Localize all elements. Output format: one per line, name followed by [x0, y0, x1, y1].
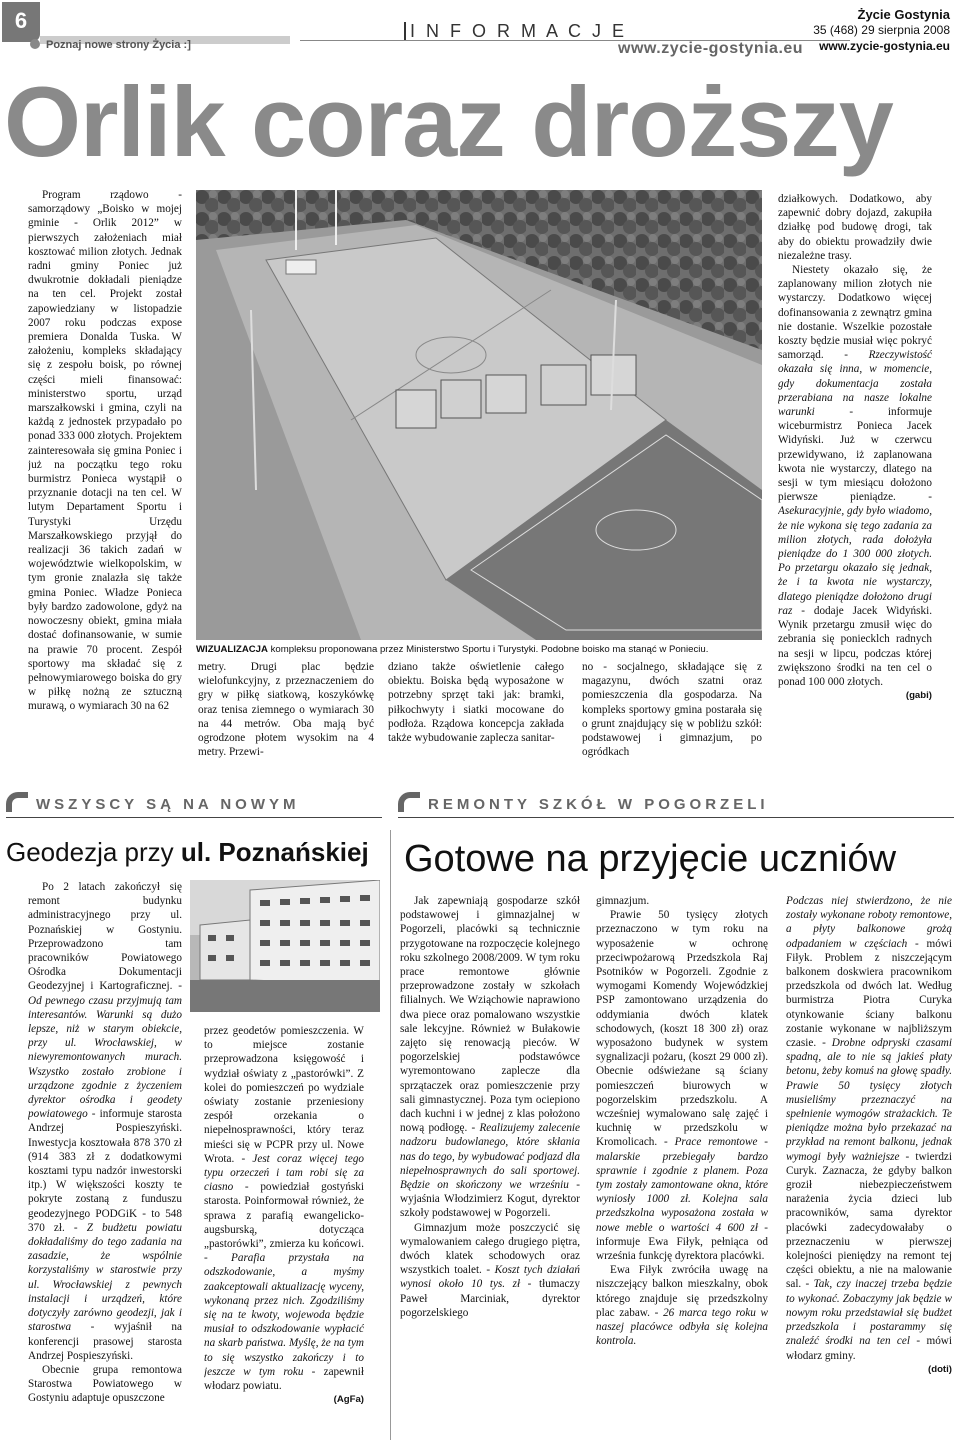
headline-gotowe: Gotowe na przyjęcie uczniów — [404, 838, 897, 880]
article1-column-3: dziano także oświetlenie całego obiektu. Boiska będą wyposażone w potrzebny sprzęt taki jak: bramki, piłkochwyty i siatki mocowane do podłoża. Rządowa koncepcja zakłada także wybudowanie zaplecza sanitar- — [388, 661, 564, 745]
page-number: 6 — [2, 2, 40, 42]
article2-column-2: przez geodetów pomieszczenia. W to miejsce zostanie przeprowadzona księgowość i wydział oświaty z „pastorówki”. Z kolei do pomieszczeń po wydziale oświaty zostanie przeniesiony zespół orzekania o niepełnosprawności, który teraz mieści się w PCPR przy ul. Nowe Wrota. - Jest coraz więcej tego typu orzeczeń i tam robi się za ciasno - powiedział gostyński starosta. Poinformował również, że sprawa z parafią ewangelicko-augsburską, dotycząca „pastorówki”, zmierza ku końcowi. - Parafia przystała na odszkodowanie, a myśmy zaakceptowali aktualizację wyceny, wykonaną przez nich. Zgodziliśmy się na te kwoty, wojewoda będzie musiał to odszkodowanie wypłacić na skarb państwa. Myślę, że na tym to się wszystko zakończy i to jeszcze w tym roku - zapewnił włodarz powiatu. (AgFa) — [204, 1024, 364, 1440]
section-label: I N F O R M A C J E — [404, 22, 627, 40]
headline-geodezja: Geodezja przy ul. Poznańskiej — [6, 837, 369, 867]
article1-author: (gabi) — [905, 690, 932, 702]
geodezja-building-photo — [190, 880, 380, 1012]
article3-column-1: Jak zapewniają gospodarze szkół podstawowej i gimnazjalnej w Pogorzeli, placówki są technicznie przygotowane na rozpoczęcie kolejnego roku szkolnego 2008/2009. W tym roku prace remontowe głównie przeprowadzone zostały w szkołach filialnych. We Wziąchowie naprawiono dwa piece oraz pomalowano wszystkie sale lekcyjne. Również w Bułakowie zajęto się renowacją pieców. W pogorzelskiej podstawówce wyremontowano zaplecze dla sprzątaczek oraz pomieszczenie przy sali gimnastycznej. Poza tym ociepiono dach kuchni i w jednej z klas położono nową podłogę. - Realizujemy zalecenie nadzoru budowlanego, które skłania nas do tego, by wybudować podjazd dla niepełnosprawnych do sali sportowej. Będzie on skończony we wrześniu - wyjaśnia Włodzimierz Kogut, dyrektor szkoły podstawowej w Pogorzeli. Gimnazjum może poszczycić się wymalowaniem całego drugiego piętra, dwóch klatek schodowych oraz wszystkich toalet. - Koszt tych działań wynosi około 10 tys. zł - tłumaczy Paweł Marciniak, dyrektor pogorzelskiego — [400, 895, 580, 1319]
article1-column-5: działkowych. Dodatkowo, aby zapewnić dobry dojazd, zakupiła działkę pod budowę drogi, tak aby do obiektu prowadziły dwie niezależne trasy. Niestety okazało się, że zaplanowany milion złotych nie wystarczy. Dodatkowo więcej dofinansowania z zewnątrz gmina nie dostanie. Wszelkie pozostałe koszty będzie musiał więc pokryć samorząd. - Rzeczywistość okazała się inna, w momencie, gdy dokumentacja została przerabiana na nasze lokalne warunki - informuje wiceburmistrz Ponieca Jacek Widyński. Już w czerwcu przewidywano, iż zaplanowana kwota nie wystarczy, dlatego na sesji w tym miesiącu dołożono pierwsze pieniądze. - Asekuracyjnie, gdy było wiadomo, że nie wykona się tego zadania za milion złotych, rada dołożyła pieniądze do 1 300 000 złotych. Po przetargu okazało się jednak, że i ta kwota nie wystarczy, dlatego pieniądze dołożono drugi raz - dodaje Jacek Widyński. Wynik przetargu zmusił więc do zebrania się poniecklch radnych na sesji w lipcu, podczas której zwiększono środki na ten cel o ponad 100 000 złotych. (gabi) — [778, 192, 932, 780]
sports-complex-visualization — [196, 190, 762, 640]
section-bar-left: WSZYSCY SĄ NA NOWYM — [6, 792, 382, 818]
header-promo-text: Poznaj nowe strony Życia :] — [30, 39, 191, 51]
section-hook-icon — [6, 792, 28, 812]
headline-orlik: Orlik coraz droższy — [4, 66, 893, 177]
article3-column-3: Podczas niej stwierdzono, że nie zostały wykonane roboty remontowe, a płyty balkonowe grożą odpadaniem w częściach - mówi Fiłyk. Problem z niszczejącym balkonem doskwiera pracownikom przedszkola od dwóch lat. Według burmistrza Piotra Curyka otynkowanie ściany balkonu zostanie wykonane w najbliższym czasie. - Drobne odpryski czasami spadną, ale to nie są jakieś płaty betonu, żeby komuś na głowę spadły. Prawie 50 tysięcy złotych musieliśmy przeznaczyć na spełnienie wymogów strażackich. Te pieniądze można było przekazać na przykład na remont balkonu, jednak wymogi były ważniejsze - twierdzi Curyk. Zaznacza, że gdyby balkon groził niebezpieczeństwem narażenia życia dzieci lub pracowników, sama dyrektor placówki zadecydowałaby o przeznaczeniu w pierwszej kolejności pieniędzy na remont tej części obiektu, a nie na malowanie sal. - Tak, czy inaczej trzeba będzie to wykonać. Zobaczymy jak będzie w nowym roku przedstawiał się budżet przedszkola i postarammy się znaleźć środki na ten cel - mówi włodarz gminy. (doti) — [786, 894, 952, 1440]
paper-name: Życie Gostynia — [857, 7, 950, 22]
visualization-image — [196, 190, 762, 640]
article3-column-2: gimnazjum. Prawie 50 tysięcy złotych przeznaczono w tym roku na wyposażenie w ochronę przeciwpożarową Przedszkola Raj Psotników w Pogorzeli. Zgodnie z wymogami Komendy Wojewódzkiej PSP zamontowano urządzenia do oddymiania dwóch klatek schodowych, (koszt 18 300 zł) oraz wyposażono budynek w system sygnalizacji pożaru, (koszt 29 000 zł). Obecnie odświeżane są ściany pomieszczeń biurowych w pogorzelskim przedszkolu. A wcześniej wymalowano salę zajęć i kuchnię w przedszkolu w Kromolicach. - Prace remontowe - malarskie przebiegały bardzo sprawnie i zgodnie z planem. Poza tym zostały zamontowane okna, które wyniosły 1000 zł. Kolejna sala przedszkolna wyposażona została w nowe meble o wartości 4 600 zł - informuje Ewa Fiłyk, pełniąca od września funkcję dyrektora placówki. Ewa Fiłyk zwróciła uwagę na niszczejący balkon mieszkalny, obok którego znajduje się przedszkolny plac zabaw. - 26 marca tego roku w naszej placówce odbyła się kolejna kontrola. — [596, 895, 768, 1348]
article1-column-4: no - socjalnego, składające się z magazynu, dwóch szatni oraz pomieszczenia dla gospodarza. Na kompleks sportowy gmina postarała się o grunt znajdujący się w pobliżu szkół: podstawowej i gimnazjum, po ogródkach — [582, 661, 762, 759]
section-hook-icon — [398, 792, 420, 812]
article1-column-1: Program rządowo - samorządowy „Boisko w mojej gminie - Orlik 2012” w pierwszych założeniach miał kosztować milion złotych. Jednak radni gminy Poniec już dwukrotnie dokładali pieniądze na ten cel. Projekt został zapowiedziany w listopadzie 2007 roku podczas expose premiera Donalda Tuska. W założeniu, kompleks składający się z zespołu boisk, po równej części mieli finansować: ministerstwo sportu, urząd marszałkowski i gmina, czyli na każdą z jednostek przypadało po ponad 333 000 złotych. Projektem zainteresowała się gmina Poniec i już na początku tego roku burmistrz Ponieca wystąpił o przyznanie dotacji na ten cel. W lutym Departament Sportu i Turystyki Urzędu Marszałkowskiego przyjął do realizacji 36 takich zadań w województwie wielkopolskim, w tym gronie znalazła się także gmina Poniec. Władze Ponieca były bardzo zadowolone, gdyż na nowoczesny obiekt, gmina miała dostać dofinansowanie, w sumie na prawie 70 procent. Zespół sportowy ma składać się z pełnowymiarowego boiska do gry w piłkę nożną ze sztuczną murawą, o wymiarach 30 na 62 — [28, 189, 182, 713]
website-banner: www.zycie-gostynia.eu — [618, 40, 804, 57]
article2-column-1: Po 2 latach zakończył się remont budynku administracyjnego przy ul. Poznańskiej w Gostyniu. Przeprowadzono tam pracowników Powiatowego Ośrodka Dokumentacji Geodezyjnej i Kartograficznej. - Od pewnego czasu przyjmują tam interesantów. Warunki są dużo lepsze, niż w starym obiekcie, przy ul. Wrocławskiej, w niewyremontowanych murach. Wszystko zostało zrobione i urządzone zgodnie z życzeniem dyrektor ośrodka i geodety powiatowego - informuje starosta Andrzej Pospieszyński. Inwestycja kosztowała 878 370 zł (914 383 zł z dodatkowymi kosztami typu nadzór inwestorski itp.) W większości koszty te pokryte zostaną z funduszu geodezyjnego PODGiK - to 548 370 zł. - Z budżetu powiatu dokładaliśmy do tego zadania na zasadzie, że wspólnie korzystaliśmy w starostwie przy ul. Wrocławskiej z pewnych instalacji i urządzeń, które dotyczyły zarówno geodezji, jak i starostwa - wyjaśnił na konferencji prasowej starosta Andrzej Pospieszyński. Obecnie grupa remontowa Starostwa Powiatowego w Gostyniu adaptuje opuszczone — [28, 881, 182, 1405]
visualization-caption: WIZUALIZACJA kompleksu proponowana przez Ministerstwo Sportu i Turystyki. Podobne boisko ma stanąć w Ponieciu. — [196, 644, 709, 655]
section-bar-right: REMONTY SZKÓŁ W POGORZELI — [398, 792, 954, 818]
promo-bullet-icon — [30, 39, 40, 49]
article3-author: (doti) — [928, 1363, 952, 1375]
issue-info: 35 (468) 29 sierpnia 2008 — [813, 23, 950, 37]
paper-url: www.zycie-gostynia.eu — [819, 39, 950, 53]
article2-author: (AgFa) — [333, 1394, 364, 1406]
column-divider — [390, 830, 391, 1440]
article1-column-2: metry. Drugi plac będzie wielofunkcyjny, z przeznaczeniem do gry w piłkę siatkową, koszykówkę oraz tenisa ziemnego o wymiarach 30 na 44 metrów. Oba mają być ogrodzone płotem wysokim na 4 metry. Przewi- — [198, 661, 374, 759]
building-image — [190, 880, 380, 1012]
